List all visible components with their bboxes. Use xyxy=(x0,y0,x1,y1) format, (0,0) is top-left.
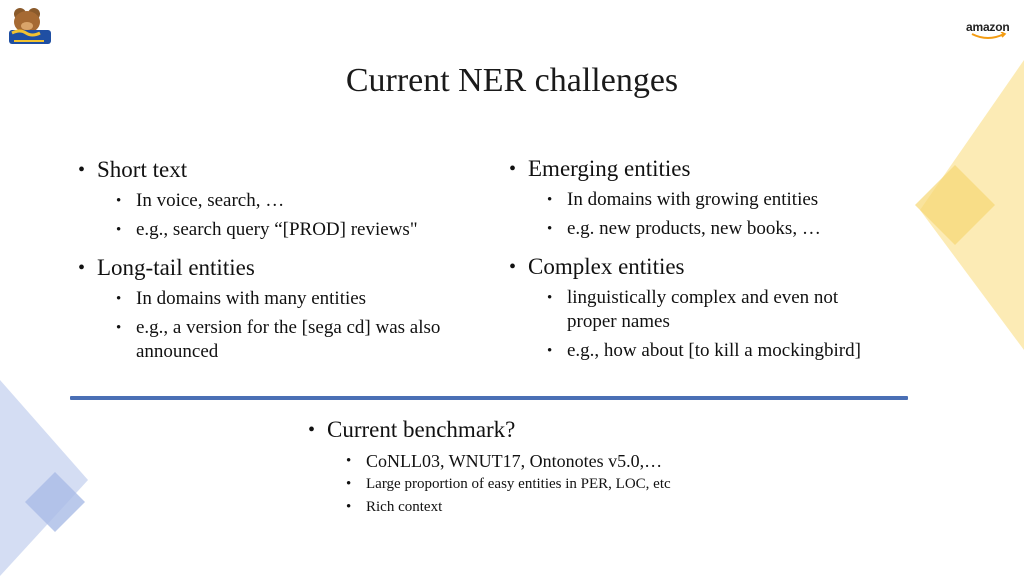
sub-bullet: • e.g. new products, new books, … xyxy=(547,217,929,241)
sub-bullet: • Large proportion of easy entities in PER, LOC, etc xyxy=(346,473,828,496)
blue-diamond-decoration xyxy=(0,380,100,576)
amazon-wordmark: amazon xyxy=(966,20,1010,34)
bullet-heading: • Short text xyxy=(78,156,498,184)
bottom-section xyxy=(308,416,828,519)
bullet-heading: • Long-tail entities xyxy=(78,254,498,282)
sub-bullet: • e.g., a version for the [sega cd] was also announced xyxy=(116,316,498,364)
left-column xyxy=(78,156,498,364)
sub-bullet: • In domains with many entities xyxy=(116,287,498,311)
sub-bullet: • In voice, search, … xyxy=(116,189,498,213)
sub-bullet: • Rich context xyxy=(346,496,828,519)
sub-bullet: • e.g., search query “[PROD] reviews" xyxy=(116,218,498,242)
right-column xyxy=(509,155,929,363)
amazon-smile-icon xyxy=(970,32,1010,40)
sub-bullet: • e.g., how about [to kill a mockingbird] xyxy=(547,339,929,363)
slide-title: Current NER challenges xyxy=(345,62,679,99)
bullet-heading: • Complex entities xyxy=(509,253,929,281)
bullet-heading: • Emerging entities xyxy=(509,155,929,183)
section-divider xyxy=(70,396,908,400)
amazon-logo xyxy=(966,20,1018,42)
sub-bullet: • linguistically complex and even not proper names xyxy=(547,286,867,334)
sub-bullet: • CoNLL03, WNUT17, Ontonotes v5.0,… xyxy=(346,449,828,473)
bullet-heading: • Current benchmark? xyxy=(308,416,828,444)
ucla-nlp-logo xyxy=(6,4,54,50)
sub-bullet: • In domains with growing entities xyxy=(547,188,929,212)
